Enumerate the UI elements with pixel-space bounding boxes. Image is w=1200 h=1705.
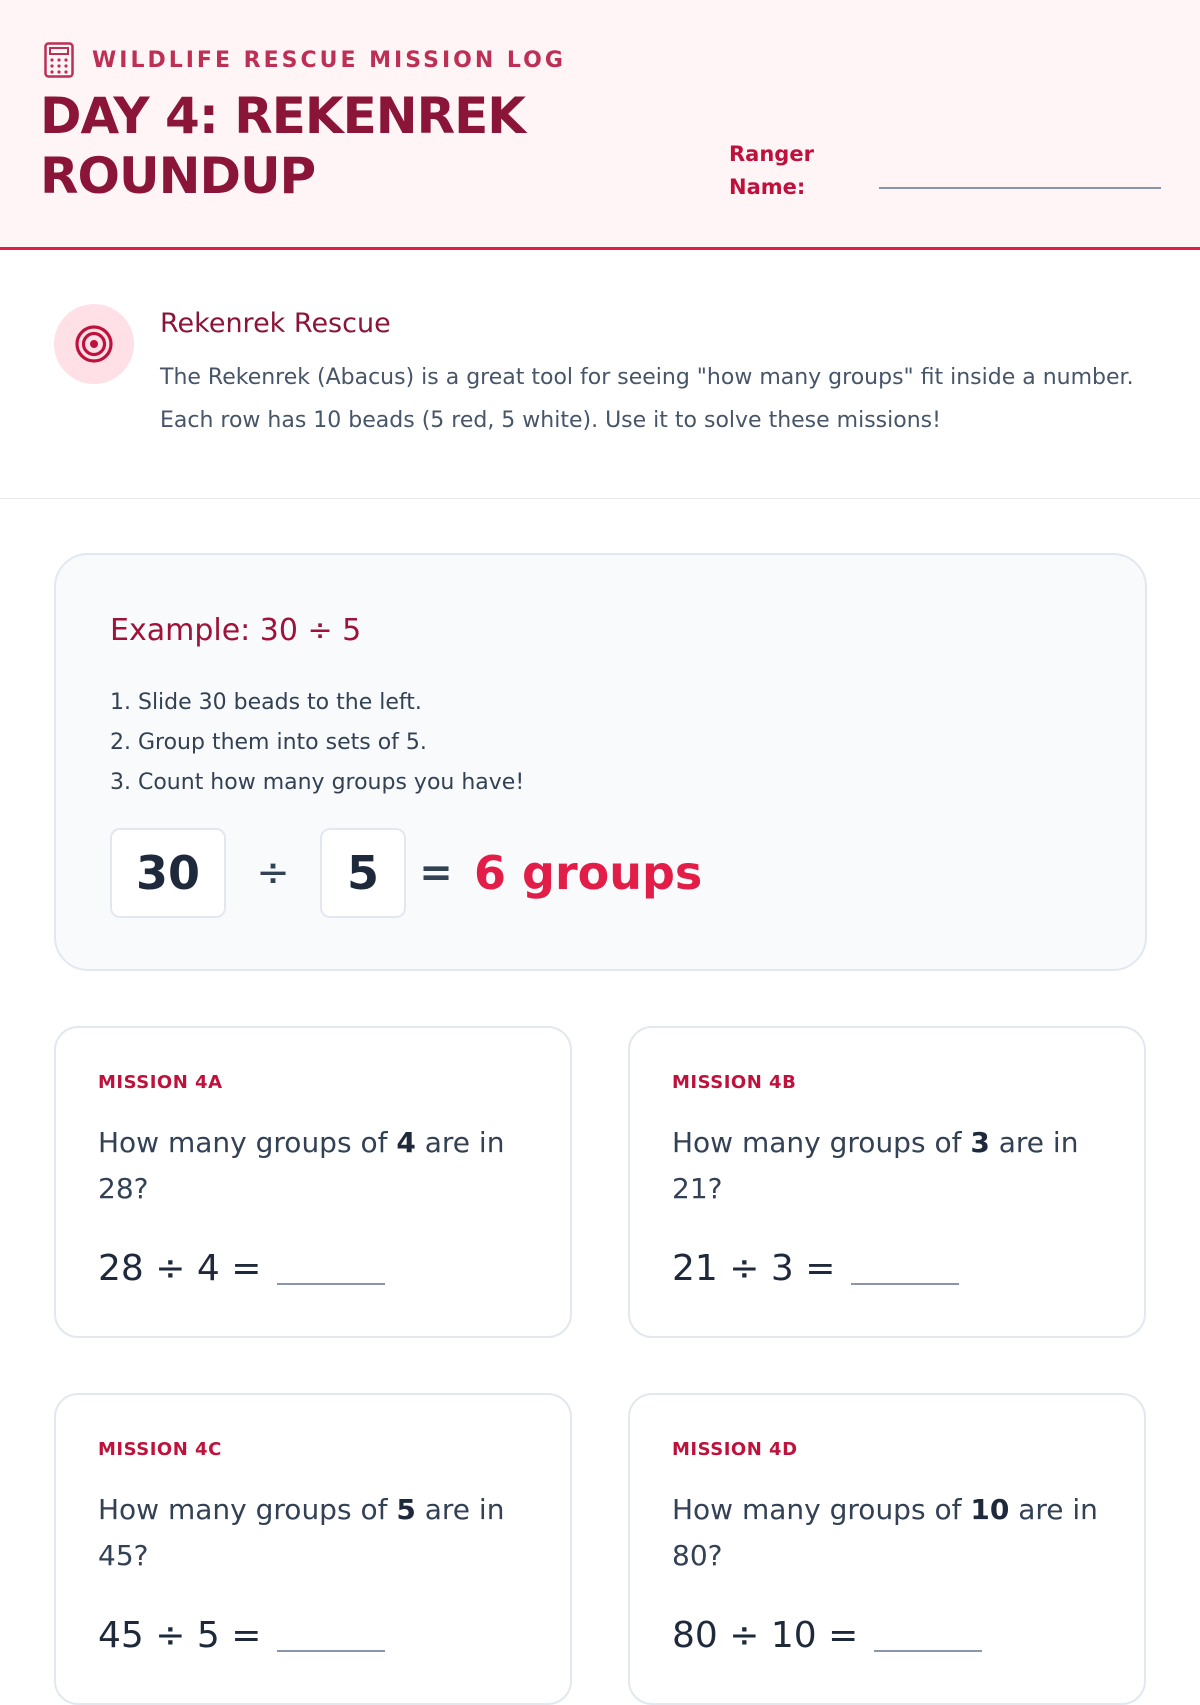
brand (44, 42, 566, 78)
total-number: 28 (98, 1172, 134, 1205)
question-text: are in (1009, 1493, 1098, 1526)
intro-badge (54, 304, 134, 384)
mission-equation (672, 1248, 959, 1289)
mission-card-4a (54, 1026, 572, 1338)
equals-sign: = (419, 850, 453, 896)
target-icon (74, 324, 114, 364)
mission-question (98, 1487, 528, 1579)
example-equation (110, 828, 702, 918)
mission-card-4c (54, 1393, 572, 1705)
intro-title: Rekenrek Rescue (160, 308, 391, 339)
intro-section (0, 252, 1200, 499)
question-mark: ? (133, 1172, 149, 1205)
question-mark: ? (707, 1172, 723, 1205)
calculator-icon (44, 42, 74, 78)
question-mark: ? (707, 1539, 723, 1572)
example-steps (110, 683, 524, 803)
example-step: 3. Count how many groups you have! (110, 770, 525, 795)
example-result: 6 groups (474, 846, 703, 900)
mission-question (672, 1120, 1102, 1212)
mission-card-4d (628, 1393, 1146, 1705)
total-number: 45 (98, 1539, 134, 1572)
example-step: 1. Slide 30 beads to the left. (110, 690, 422, 715)
question-text: How many groups of (672, 1126, 971, 1159)
example-step: 2. Group them into sets of 5. (110, 730, 427, 755)
question-text: How many groups of (98, 1493, 397, 1526)
mission-equation (672, 1615, 982, 1656)
mission-label: MISSION 4C (98, 1439, 222, 1460)
answer-field[interactable] (851, 1283, 959, 1285)
group-size: 4 (396, 1126, 416, 1159)
ranger-name-label: Ranger Name: (729, 142, 814, 199)
example-title: Example: 30 ÷ 5 (110, 613, 362, 648)
equation-text: 28 ÷ 4 = (98, 1248, 262, 1289)
divide-sign: ÷ (256, 850, 290, 896)
group-size: 5 (396, 1493, 416, 1526)
question-mark: ? (133, 1539, 149, 1572)
page-title-line-2: ROUNDUP (40, 147, 316, 205)
ranger-name-field[interactable] (879, 187, 1161, 189)
group-size: 3 (970, 1126, 990, 1159)
page-header (0, 0, 1200, 250)
answer-field[interactable] (277, 1283, 385, 1285)
equation-text: 21 ÷ 3 = (672, 1248, 836, 1289)
question-text: are in (415, 1493, 505, 1526)
group-size: 10 (970, 1493, 1010, 1526)
example-card (54, 553, 1147, 971)
mission-question (98, 1120, 528, 1212)
question-text: How many groups of (672, 1493, 971, 1526)
mission-question (672, 1487, 1102, 1579)
total-number: 21 (672, 1172, 708, 1205)
question-text: are in (415, 1126, 505, 1159)
mission-label: MISSION 4D (672, 1439, 798, 1460)
question-text: are in (989, 1126, 1079, 1159)
page-title (40, 86, 640, 206)
equation-text: 45 ÷ 5 = (98, 1615, 262, 1656)
intro-text: The Rekenrek (Abacus) is a great tool for seeing "how many groups" fit inside a number. Each row has 10 beads (5 red, 5 white). Use it to solve these missions! (160, 365, 1134, 433)
brand-text: WILDLIFE RESCUE MISSION LOG (92, 47, 566, 73)
answer-field[interactable] (277, 1650, 385, 1652)
divisor-box: 5 (320, 828, 406, 918)
mission-card-4b (628, 1026, 1146, 1338)
mission-equation (98, 1615, 385, 1656)
mission-label: MISSION 4A (98, 1072, 223, 1093)
question-text: How many groups of (98, 1126, 397, 1159)
mission-label: MISSION 4B (672, 1072, 797, 1093)
total-number: 80 (672, 1539, 708, 1572)
equation-text: 80 ÷ 10 = (672, 1615, 859, 1656)
mission-equation (98, 1248, 385, 1289)
page-title-line-1: DAY 4: REKENREK (40, 87, 526, 145)
dividend-box: 30 (110, 828, 226, 918)
answer-field[interactable] (874, 1650, 982, 1652)
